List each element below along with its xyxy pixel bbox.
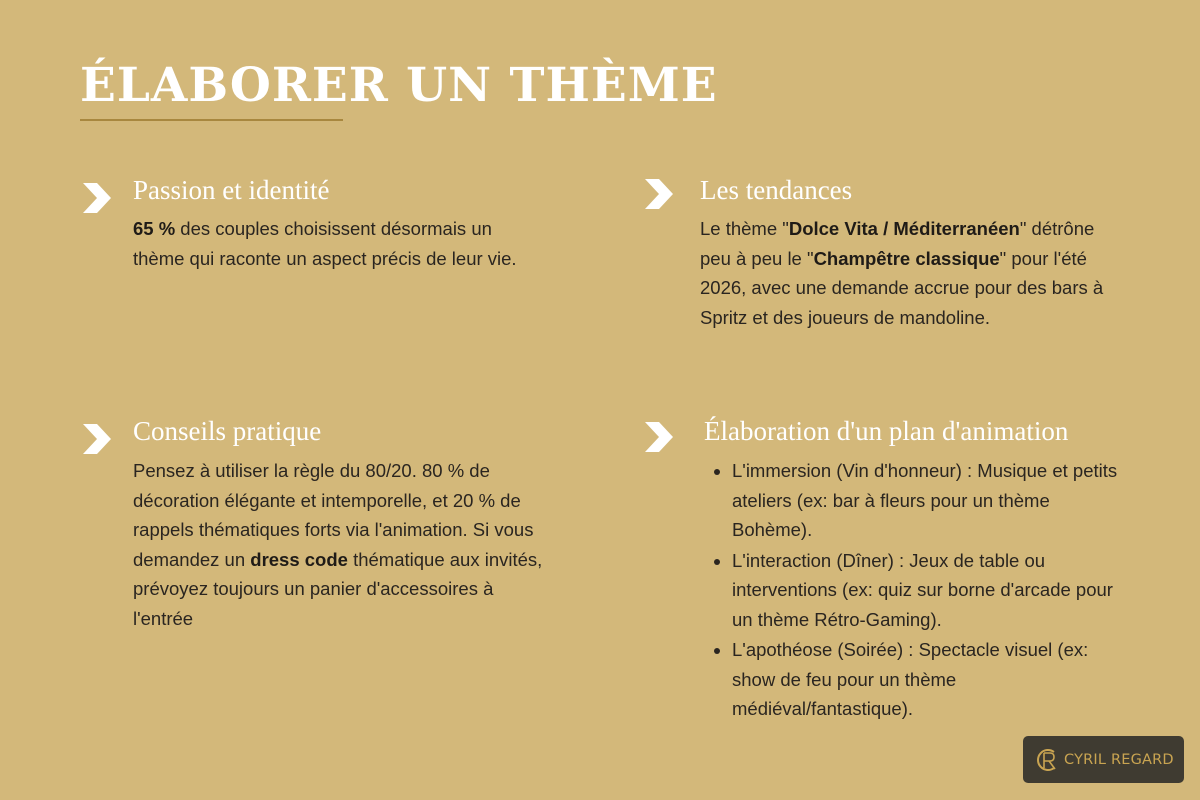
cr-monogram-icon — [1034, 747, 1060, 773]
section-title-passion: Passion et identité — [133, 175, 330, 205]
chevron-right-icon — [642, 177, 676, 211]
brand-logo — [1023, 736, 1184, 783]
section-title-animation: Élaboration d'un plan d'animation — [704, 416, 1069, 446]
section-title-conseils: Conseils pratique — [133, 416, 322, 446]
section-body-tendances: Le thème "Dolce Vita / Méditerranéen" détrône peu à peu le "Champêtre classique" pour l'été 2026, avec une demande accrue pour des bars à Spritz et des joueurs de mandoline. — [700, 218, 1104, 328]
list-item: • L'apothéose (Soirée) : Spectacle visuel (ex: show de feu pour un thème médiéval/fantastique). — [732, 635, 1132, 724]
page-title: ÉLABORER UN THÈME — [80, 58, 718, 113]
title-underline — [80, 119, 343, 121]
section-title-tendances: Les tendances — [700, 175, 853, 205]
animation-list — [704, 456, 1132, 725]
chevron-right-icon — [80, 422, 114, 456]
list-item: • L'immersion (Vin d'honneur) : Musique et petits ateliers (ex: bar à fleurs pour un thème Bohème). — [732, 456, 1132, 545]
section-body-conseils: Pensez à utiliser la règle du 80/20. 80 % de décoration élégante et intemporelle, et 20 % de rappels thématiques forts via l'animation. Si vous demandez un dress code thématique aux invités, prévoyez toujours un panier d'accessoires à l'entrée — [133, 460, 543, 629]
stat-highlight: 65 % — [133, 218, 176, 239]
chevron-right-icon — [80, 181, 114, 215]
section-body-passion: 65 % des couples choisissent désormais un thème qui raconte un aspect précis de leur vie. — [133, 218, 517, 269]
list-item: • L'interaction (Dîner) : Jeux de table ou interventions (ex: quiz sur borne d'arcade pour un thème Rétro-Gaming). — [732, 546, 1132, 635]
chevron-right-icon — [642, 420, 676, 454]
brand-name: CYRIL REGARD — [1064, 751, 1174, 768]
